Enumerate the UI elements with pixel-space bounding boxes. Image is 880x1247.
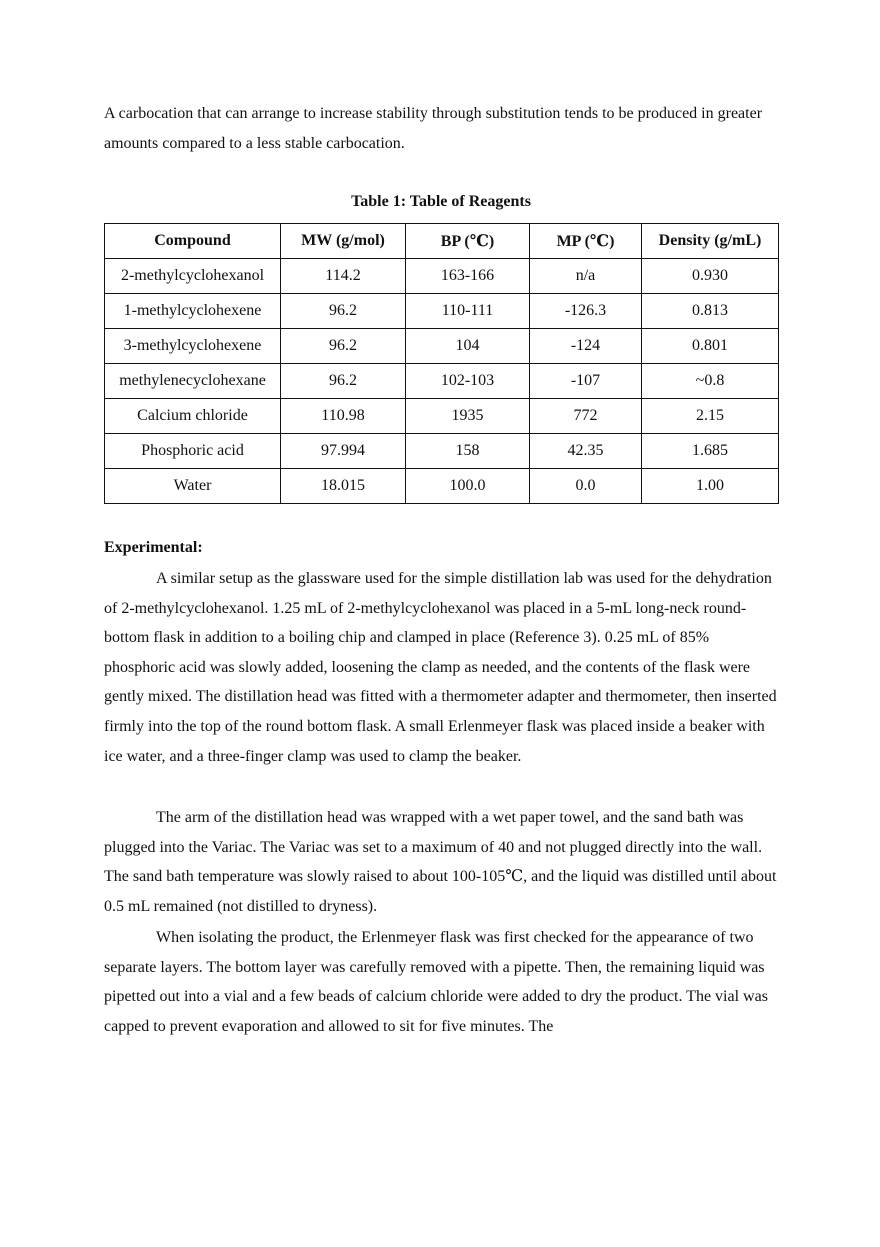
cell-mw: 114.2 <box>281 259 406 294</box>
table-row <box>105 469 779 504</box>
cell-mp: 772 <box>530 399 642 434</box>
cell-density: 1.685 <box>642 434 779 469</box>
table-title: Table 1: Table of Reagents <box>351 193 531 210</box>
cell-bp: 110-111 <box>406 294 530 329</box>
cell-bp: 163-166 <box>406 259 530 294</box>
cell-compound: 2-methylcyclohexanol <box>105 259 281 294</box>
header-mp: MP (℃) <box>530 224 642 259</box>
header-mw: MW (g/mol) <box>281 224 406 259</box>
table-row <box>105 329 779 364</box>
table-row <box>105 364 779 399</box>
experimental-heading: Experimental: <box>104 539 203 556</box>
cell-bp: 104 <box>406 329 530 364</box>
cell-bp: 100.0 <box>406 469 530 504</box>
reagents-table <box>104 223 779 504</box>
experimental-paragraph-2: The arm of the distillation head was wrapped with a wet paper towel, and the sand bath was plugged into the Variac. The Variac was set to a maximum of 40 and not plugged directly into the wall. The sand bath temperature was slowly raised to about 100-105℃, and the liquid was distilled until about 0.5 mL remained (not distilled to dryness). <box>104 809 777 915</box>
table-row <box>105 259 779 294</box>
cell-compound: Phosphoric acid <box>105 434 281 469</box>
table-row <box>105 434 779 469</box>
header-bp: BP (℃) <box>406 224 530 259</box>
cell-compound: 3-methylcyclohexene <box>105 329 281 364</box>
table-row <box>105 399 779 434</box>
cell-density: 1.00 <box>642 469 779 504</box>
cell-density: 0.930 <box>642 259 779 294</box>
cell-compound: Water <box>105 469 281 504</box>
experimental-paragraph-3: When isolating the product, the Erlenmeyer flask was first checked for the appearance of two separate layers. The bottom layer was carefully removed with a pipette. Then, the remaining liquid was pipetted out into a vial and a few beads of calcium chloride were added to dry the product. The vial was capped to prevent evaporation and allowed to sit for five minutes. The <box>104 929 768 1035</box>
cell-density: ~0.8 <box>642 364 779 399</box>
header-compound: Compound <box>105 224 281 259</box>
cell-mw: 96.2 <box>281 294 406 329</box>
cell-density: 2.15 <box>642 399 779 434</box>
cell-mw: 96.2 <box>281 364 406 399</box>
intro-paragraph: A carbocation that can arrange to increase stability through substitution tends to be produced in greater amounts compared to a less stable carbocation. <box>104 105 763 152</box>
cell-mw: 97.994 <box>281 434 406 469</box>
experimental-paragraph-1: A similar setup as the glassware used for the simple distillation lab was used for the dehydration of 2-methylcyclohexanol. 1.25 mL of 2-methylcyclohexanol was placed in a 5-mL long-neck round-bottom flask in addition to a boiling chip and clamped in place (Reference 3). 0.25 mL of 85% phosphoric acid was slowly added, loosening the clamp as needed, and the contents of the flask were gently mixed. The distillation head was fitted with a thermometer adapter and thermometer, then inserted firmly into the top of the round bottom flask. A small Erlenmeyer flask was placed inside a beaker with ice water, and a three-finger clamp was used to clamp the beaker. <box>104 570 777 765</box>
cell-mw: 96.2 <box>281 329 406 364</box>
cell-compound: Calcium chloride <box>105 399 281 434</box>
cell-bp: 102-103 <box>406 364 530 399</box>
header-density: Density (g/mL) <box>642 224 779 259</box>
cell-density: 0.813 <box>642 294 779 329</box>
cell-mp: -126.3 <box>530 294 642 329</box>
cell-mp: 0.0 <box>530 469 642 504</box>
cell-mp: -107 <box>530 364 642 399</box>
cell-density: 0.801 <box>642 329 779 364</box>
table-header-row <box>105 224 779 259</box>
table-row <box>105 294 779 329</box>
cell-mp: n/a <box>530 259 642 294</box>
cell-bp: 158 <box>406 434 530 469</box>
cell-mp: 42.35 <box>530 434 642 469</box>
cell-mp: -124 <box>530 329 642 364</box>
cell-mw: 110.98 <box>281 399 406 434</box>
cell-compound: methylenecyclohexane <box>105 364 281 399</box>
cell-compound: 1-methylcyclohexene <box>105 294 281 329</box>
cell-bp: 1935 <box>406 399 530 434</box>
cell-mw: 18.015 <box>281 469 406 504</box>
